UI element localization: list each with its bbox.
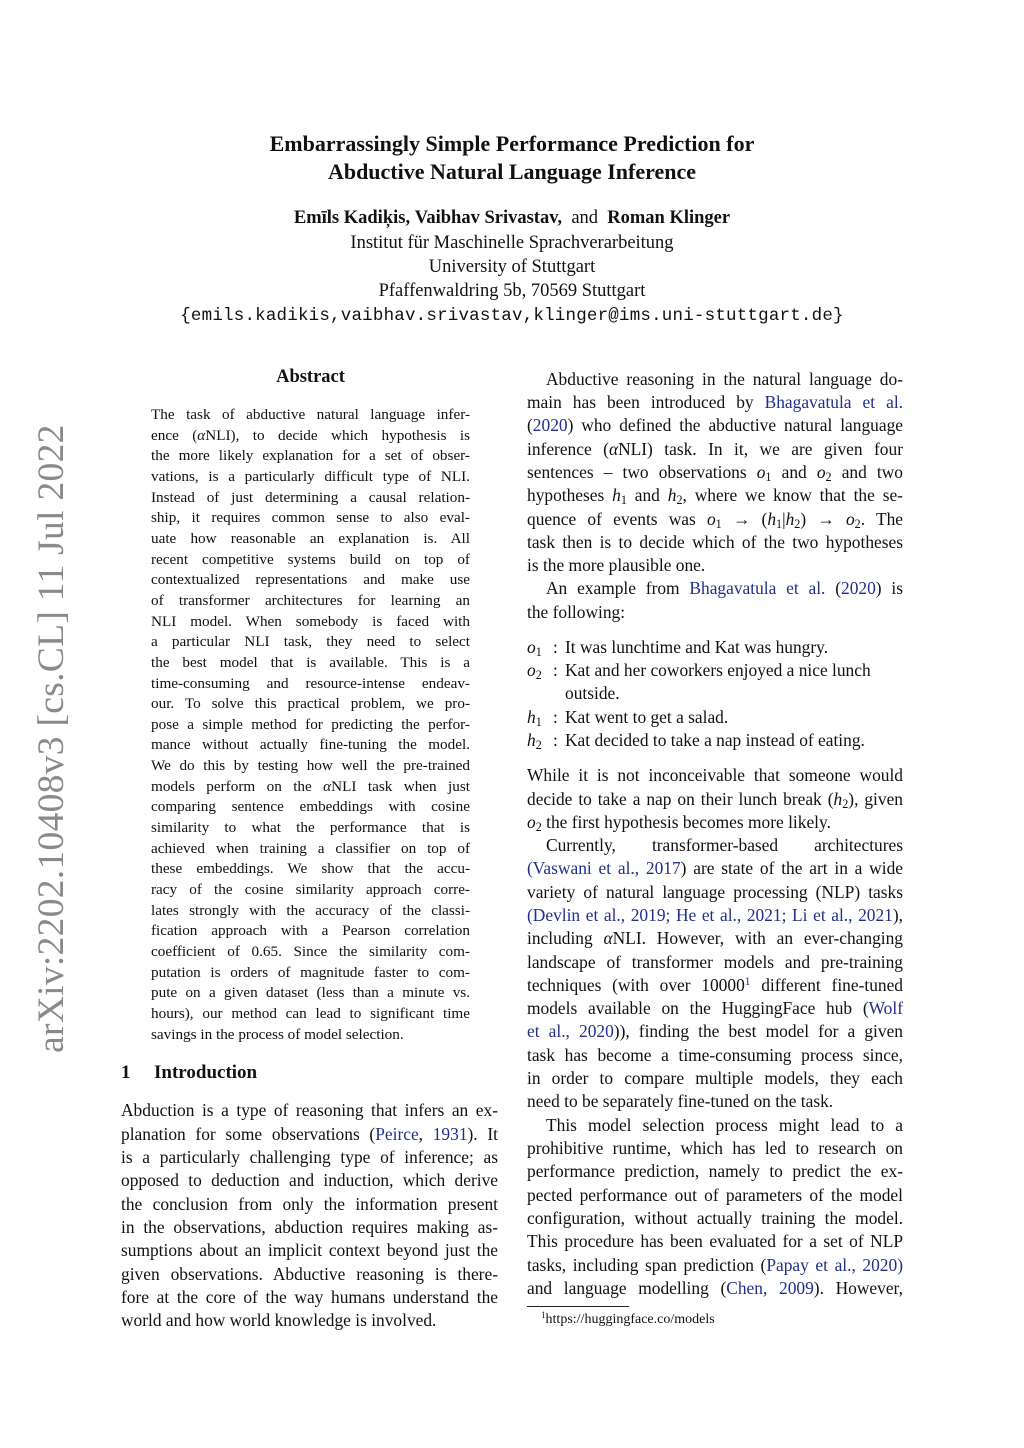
- citation-link[interactable]: 2009: [779, 1278, 814, 1298]
- text-line: hypotheses $h_1$ and $h_2$, where we know that the se-: [527, 485, 903, 508]
- abstract-line: pose a simple method for predicting the perfor-: [151, 715, 470, 733]
- affiliation-address: Pfaffenwaldring 5b, 70569 Stuttgart: [378, 281, 646, 301]
- author-3: Roman Klinger: [607, 208, 731, 228]
- abstract-line: vations, is a particularly difficult type of NLI.: [151, 467, 470, 485]
- citation-link[interactable]: Vaswani et al.: [532, 858, 635, 878]
- text-line: need to be separately fine-tuned on the task.: [527, 1091, 834, 1111]
- footnote-marker[interactable]: 1: [744, 975, 751, 988]
- abstract-line: these embeddings. We show that the accu-: [151, 860, 470, 878]
- author-2: Vaibhav Srivastav,: [414, 208, 563, 228]
- text-line: inference (αNLI) task. In it, we are given four: [527, 439, 903, 459]
- authors-and: and: [571, 208, 599, 228]
- abstract-line: uate how reasonable an explanation is. All: [151, 529, 470, 547]
- text-line: (Devlin et al., 2019; He et al., 2021; Li et al., 2021),: [527, 905, 904, 925]
- text-line: tasks, including span prediction (Papay et al., 2020): [527, 1255, 903, 1275]
- text-line: This procedure has been evaluated for a set of NLP: [527, 1231, 903, 1251]
- abstract-line: the more likely explanation for a set of obser-: [151, 447, 470, 465]
- citation-link[interactable]: He et al.: [675, 905, 737, 925]
- abstract-line: We do this by testing how well the pre-trained: [151, 757, 470, 774]
- abstract-line: The task of abductive natural language infer-: [151, 406, 470, 423]
- text-line: task then is to decide which of the two hypotheses: [527, 532, 903, 552]
- citation-link[interactable]: 1931: [432, 1124, 468, 1144]
- text-line: and language modelling (Chen, 2009). However,: [527, 1278, 903, 1298]
- citation-link[interactable]: Peirce: [375, 1124, 419, 1144]
- abstract-line: the best model that is available. This is a: [151, 653, 470, 671]
- author-1: Emīls Kadiķis,: [293, 208, 411, 228]
- text-line: variety of natural language processing (NLP) tasks: [527, 882, 903, 902]
- text-line: the following:: [527, 602, 626, 622]
- text-line: world and how world knowledge is involved.: [121, 1310, 437, 1330]
- text-line: $o_2$ the first hypothesis becomes more likely.: [527, 812, 831, 835]
- abstract-line: contextualized representations and make use: [151, 571, 470, 589]
- abstract-line: hours), our method can lead to significant time: [151, 1004, 470, 1022]
- abstract-line: our. To solve this practical problem, we pro-: [151, 695, 470, 713]
- text-line: given observations. Abductive reasoning is there-: [121, 1264, 498, 1284]
- citation-link[interactable]: Wolf: [868, 998, 903, 1018]
- citation-link[interactable]: Devlin et al.: [532, 905, 621, 925]
- citation-link[interactable]: Papay et al.: [766, 1255, 852, 1275]
- text-line: This model selection process might lead to a: [546, 1115, 903, 1135]
- text-line: An example from Bhagavatula et al. (2020) is: [546, 578, 903, 598]
- text-line: performance prediction, namely to predict the ex-: [527, 1161, 903, 1181]
- abstract-line: savings in the process of model selection.: [151, 1025, 404, 1043]
- citation-link[interactable]: Bhagavatula et al.: [764, 392, 903, 412]
- text-line: decide to take a nap on their lunch break $(h_2)$, given: [527, 789, 903, 812]
- text-line: quence of events was $o_1 \to (h_1|h_2) \to o_2$. The: [527, 509, 903, 532]
- abstract-line: models perform on the αNLI task when just: [151, 777, 470, 795]
- abstract-line: recent competitive systems build on top of: [151, 550, 470, 568]
- text-line: opposed to deduction and induction, which derive: [121, 1170, 498, 1190]
- text-line: Abductive reasoning in the natural language do-: [546, 369, 903, 389]
- footnote-number: 1: [541, 1310, 546, 1320]
- citation-link[interactable]: 2021: [858, 905, 893, 925]
- section-title: Introduction: [154, 1062, 258, 1083]
- footnote-rule: [527, 1306, 629, 1307]
- arxiv-identifier: arXiv:2202.10408v3 [cs.CL] 11 Jul 2022: [31, 424, 72, 1053]
- text-line: prohibitive runtime, which has led to research on: [527, 1138, 903, 1158]
- text-line: (Vaswani et al., 2017) are state of the art in a wide: [527, 858, 903, 878]
- abstract-heading: Abstract: [276, 367, 345, 387]
- citation-link[interactable]: et al.: [527, 1021, 566, 1041]
- abstract-line: ship, it requires common sense to also eval-: [151, 509, 470, 527]
- citation-link[interactable]: 2020: [579, 1021, 614, 1041]
- text-line: the conclusion from only the information present: [121, 1194, 498, 1214]
- abstract-line: ence (αNLI), to decide which hypothesis is: [151, 426, 470, 444]
- paper-title-line-1: Embarrassingly Simple Performance Prediction for: [269, 131, 755, 156]
- citation-link[interactable]: Chen: [726, 1278, 763, 1298]
- text-line: While it is not inconceivable that someone would: [527, 765, 903, 785]
- abstract-line: of transformer architectures for learning an: [151, 591, 470, 609]
- abstract-line: Instead of just determining a causal relation-: [151, 488, 470, 506]
- abstract-line: time-consuming and resource-intense endeav-: [151, 674, 470, 692]
- text-line: models available on the HuggingFace hub (Wolf: [527, 998, 903, 1018]
- footnote-url[interactable]: https://huggingface.co/models: [545, 1312, 715, 1327]
- text-line: techniques (with over 10000$^1$ different fine-tuned: [527, 975, 903, 995]
- abstract-line: putation is orders of magnitude faster to com-: [151, 963, 470, 981]
- abstract-line: achieved when training a classifier on top of: [151, 839, 470, 857]
- author-emails: {emils.kadikis,vaibhav.srivastav,klinger@ims.uni-stuttgart.de}: [180, 306, 844, 326]
- abstract-line: lates strongly with the accuracy of the classi-: [151, 901, 470, 919]
- citation-link[interactable]: 2021: [746, 905, 782, 925]
- citation-link[interactable]: 2020: [841, 578, 876, 598]
- text-line: main has been introduced by Bhagavatula et al.: [527, 392, 903, 412]
- affiliation-institute: Institut für Maschinelle Sprachverarbeitung: [350, 233, 674, 253]
- text-line: Abduction is a type of reasoning that infers an ex-: [121, 1100, 498, 1120]
- affiliation-university: University of Stuttgart: [428, 257, 596, 277]
- citation-link[interactable]: Li et al.: [792, 905, 849, 925]
- abstract-line: mance without actually fine-tuning the model.: [151, 736, 470, 754]
- text-line: fore at the core of the way humans understand the: [121, 1287, 498, 1307]
- citation-link[interactable]: 2019: [630, 905, 666, 925]
- text-line: pected performance out of parameters of the model: [527, 1185, 903, 1205]
- text-line: configuration, without actually training the model.: [527, 1208, 903, 1228]
- citation-link[interactable]: 2017: [645, 858, 681, 878]
- text-line: task has become a time-consuming process since,: [527, 1045, 903, 1065]
- citation-link[interactable]: Bhagavatula et al.: [689, 578, 826, 598]
- section-heading-introduction: [121, 1062, 257, 1084]
- text-line: (2020) who defined the abductive natural language: [527, 415, 903, 435]
- abstract-line: pute on a given dataset (less than a minute vs.: [151, 984, 470, 1002]
- abstract-line: coefficient of 0.65. Since the similarity com-: [151, 942, 470, 960]
- authors: [0, 208, 1024, 229]
- abstract-line: racy of the cosine similarity approach corre-: [151, 881, 470, 898]
- text-line: Currently, transformer-based architectures: [546, 835, 903, 855]
- text-line: planation for some observations (Peirce, 1931). It: [121, 1124, 498, 1144]
- abstract-line: fication approach with a Pearson correlation: [151, 922, 470, 940]
- text-line: in order to compare multiple models, they each: [527, 1068, 903, 1088]
- text-line: sumptions about an implicit context beyond just the: [121, 1240, 498, 1260]
- text-line: landscape of transformer models and pre-training: [527, 952, 903, 972]
- abstract-line: similarity to what the performance that is: [151, 819, 470, 836]
- text-line: is a particularly challenging type of inference; as: [121, 1147, 498, 1167]
- abstract-line: a particular NLI task, they need to select: [151, 633, 470, 651]
- text-line: et al., 2020)), finding the best model for a given: [527, 1021, 903, 1041]
- text-line: sentences – two observations $o_1$ and $o_2$ and two: [527, 462, 903, 485]
- footnote: [541, 1312, 715, 1328]
- paper-title-line-2: Abductive Natural Language Inference: [327, 159, 697, 184]
- text-line: is the more plausible one.: [527, 555, 706, 575]
- text-line: in the observations, abduction requires making as-: [121, 1217, 498, 1237]
- citation-link[interactable]: 2020: [862, 1255, 898, 1275]
- abstract-line: NLI model. When somebody is faced with: [151, 612, 470, 630]
- abstract-line: comparing sentence embeddings with cosine: [151, 798, 470, 816]
- citation-link[interactable]: 2020: [532, 415, 568, 435]
- section-number: 1: [121, 1062, 131, 1083]
- text-line: including αNLI. However, with an ever-changing: [527, 928, 903, 948]
